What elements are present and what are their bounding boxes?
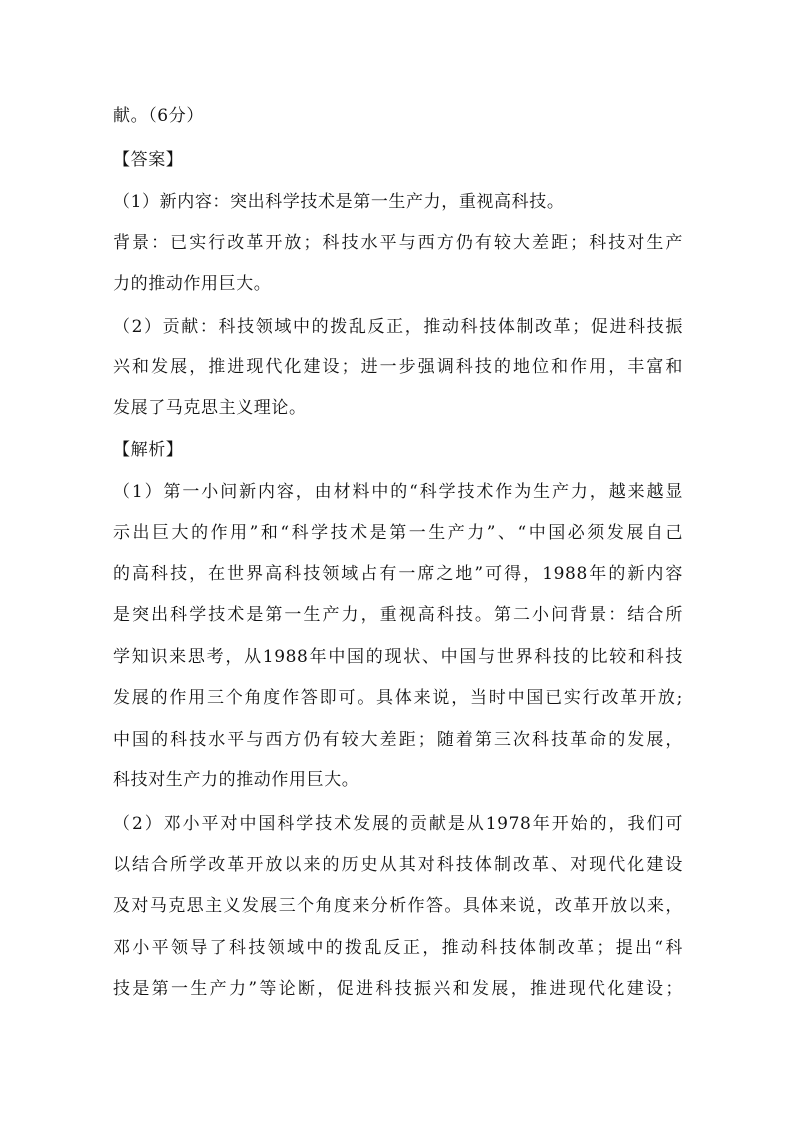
text-line-22: 技是第一生产力”等论断，促进科技振兴和发展，推进现代化建设；: [113, 979, 683, 999]
text-line-12: 的高科技，在世界高科技领域占有一席之地”可得，1988年的新内容: [113, 564, 683, 584]
text-line-19: 以结合所学改革开放以来的历史从其对科技体制改革、对现代化建设: [113, 855, 683, 875]
text-line-3: （1）新内容：突出科学技术是第一生产力，重视高科技。: [113, 192, 565, 212]
text-line-8: 发展了马克思主义理论。: [113, 398, 307, 418]
text-line-1: 献。（6分）: [113, 106, 204, 126]
text-line-7: 兴和发展，推进现代化建设；进一步强调科技的地位和作用，丰富和: [113, 357, 683, 377]
text-line-16: 中国的科技水平与西方仍有较大差距；随着第三次科技革命的发展，: [113, 730, 683, 750]
text-line-4: 背景：已实行改革开放；科技水平与西方仍有较大差距；科技对生产: [113, 233, 683, 253]
text-line-20: 及对马克思主义发展三个角度来分析作答。具体来说，改革开放以来，: [113, 896, 683, 916]
text-line-6: （2）贡献：科技领域中的拨乱反正，推动科技体制改革；促进科技振: [113, 317, 683, 337]
text-line-14: 学知识来思考，从1988年中国的现状、中国与世界科技的比较和科技: [113, 647, 683, 667]
text-line-10: （1）第一小问新内容，由材料中的“科学技术作为生产力，越来越显: [113, 482, 683, 502]
text-line-13: 是突出科学技术是第一生产力，重视高科技。第二小问背景：结合所: [113, 605, 683, 625]
answer-heading: 【答案】: [113, 150, 184, 170]
text-line-15: 发展的作用三个角度作答即可。具体来说，当时中国已实行改革开放;: [113, 688, 683, 708]
text-line-18: （2）邓小平对中国科学技术发展的贡献是从1978年开始的，我们可: [113, 814, 683, 834]
text-line-11: 示出巨大的作用”和“科学技术是第一生产力”、“中国必须发展自己: [113, 523, 683, 543]
text-line-5: 力的推动作用巨大。: [113, 274, 272, 294]
text-line-21: 邓小平领导了科技领域中的拨乱反正，推动科技体制改革；提出“科: [113, 938, 683, 958]
analysis-heading: 【解析】: [113, 440, 184, 460]
text-line-17: 科技对生产力的推动作用巨大。: [113, 770, 360, 790]
